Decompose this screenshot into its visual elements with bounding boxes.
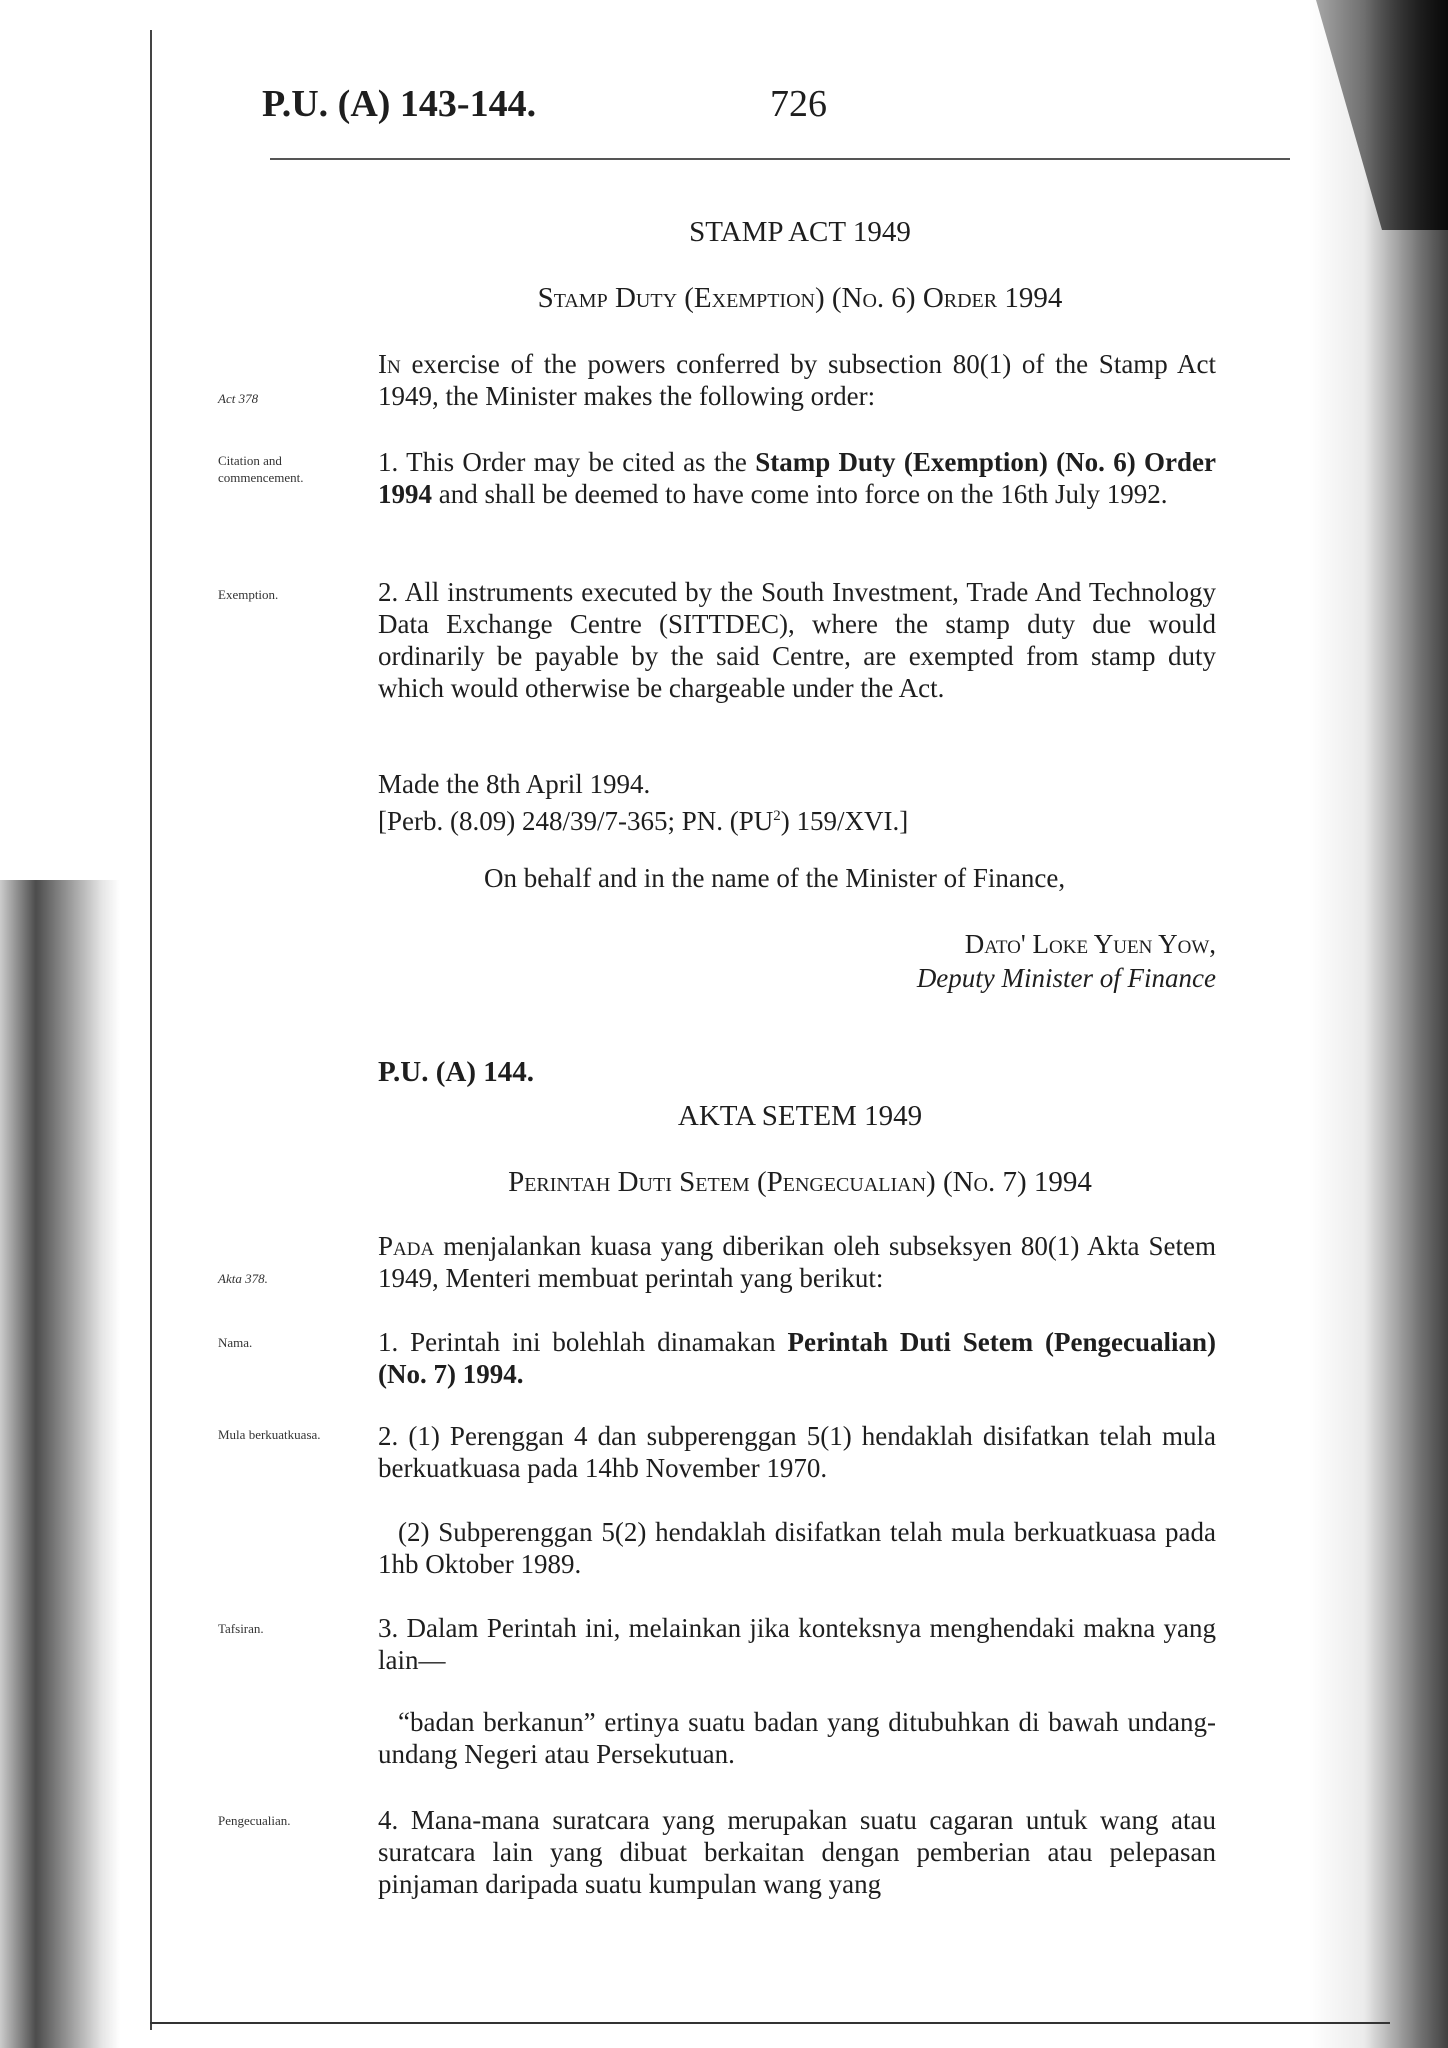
- page-number: 726: [770, 83, 827, 125]
- file-reference-lead: [Perb. (8.09) 248/39/7-365; PN. (PU: [378, 806, 774, 836]
- perenggan-1-title: Perintah Duti Setem (Pengecualian) (No. 7) 1994.: [378, 1327, 1217, 1389]
- act-title: STAMP ACT 1949: [689, 216, 911, 248]
- on-behalf-line: On behalf and in the name of the Minister of Finance,: [484, 863, 1066, 893]
- file-reference-sup: 2: [773, 808, 781, 824]
- perenggan-3: 3. Dalam Perintah ini, melainkan jika konteksnya menghendaki makna yang lain—: [378, 1613, 1216, 1675]
- perenggan-1-lead: 1. Perintah ini bolehlah dinamakan: [378, 1327, 776, 1357]
- mukadimah-text: menjalankan kuasa yang diberikan oleh subseksyen 80(1) Akta Setem 1949, Menteri membuat perintah yang berikut:: [378, 1231, 1216, 1293]
- perintah-title: Perintah Duti Setem (Pengecualian) (No. 7) 1994: [508, 1166, 1092, 1198]
- paragraph-1: [378, 446, 1216, 510]
- definition-badan-berkanun: “badan berkanun” ertinya suatu badan yang ditubuhkan di bawah undang-undang Negeri atau Persekutuan.: [378, 1707, 1216, 1769]
- margin-note-act: Act 378: [218, 391, 259, 406]
- file-reference-tail: ) 159/XVI.]: [780, 806, 909, 836]
- made-date: Made the 8th April 1994.: [378, 769, 651, 799]
- paragraph-1-title: Stamp Duty (Exemption) (No. 6) Order 1994: [378, 447, 1217, 509]
- paragraph-2: 2. All instruments executed by the South Investment, Trade And Technology Data Exchange Centre (SITTDEC), where the stamp duty due would ordinarily be payable by the said Centre, are exempted from stamp duty which would otherwise be chargeable under the Act.: [378, 577, 1216, 703]
- scan-edge-line: [150, 30, 152, 2030]
- perenggan-2-1: 2. (1) Perenggan 4 dan subperenggan 5(1) hendaklah disifatkan telah mula berkuatkuasa pada 14hb November 1970.: [378, 1421, 1216, 1483]
- gazette-code: P.U. (A) 143-144.: [262, 83, 537, 125]
- part2-code: P.U. (A) 144.: [378, 1056, 535, 1088]
- preamble-lead: In: [378, 349, 401, 379]
- margin-note-mula: Mula berkuatkuasa.: [218, 1427, 321, 1442]
- paragraph-1-rest: and shall be deemed to have come into force on the 16th July 1992.: [438, 479, 1168, 509]
- signatory-title: Deputy Minister of Finance: [916, 963, 1216, 993]
- margin-note-exemption: Exemption.: [218, 587, 279, 602]
- scan-shadow-right: [1308, 0, 1448, 2048]
- margin-note-citation: Citation and commencement.: [218, 453, 304, 485]
- preamble-text: exercise of the powers conferred by subsection 80(1) of the Stamp Act 1949, the Minister makes the following order:: [378, 349, 1217, 411]
- mukadimah: [378, 1230, 1216, 1294]
- paragraph-1-lead: 1. This Order may be cited as the: [378, 447, 747, 477]
- margin-note-nama: Nama.: [218, 1335, 253, 1350]
- preamble: [378, 348, 1216, 412]
- margin-note-tafsiran: Tafsiran.: [218, 1621, 264, 1636]
- margin-note-akta: Akta 378.: [218, 1271, 268, 1286]
- order-title: Stamp Duty (Exemption) (No. 6) Order 1994: [537, 282, 1063, 314]
- perenggan-4: 4. Mana-mana suratcara yang merupakan suatu cagaran untuk wang atau suratcara lain yang dibuat berkaitan dengan pemberian atau pelepasan pinjaman daripada suatu kumpulan wang yang: [378, 1805, 1216, 1899]
- scan-shadow-left: [0, 880, 120, 2048]
- akta-title: AKTA SETEM 1949: [677, 1100, 923, 1132]
- file-reference: [378, 800, 908, 837]
- mukadimah-lead: Pada: [378, 1231, 435, 1261]
- margin-note-pengecualian: Pengecualian.: [218, 1813, 291, 1828]
- perenggan-1: [378, 1326, 1216, 1390]
- header-rule: [270, 158, 1290, 160]
- signatory-name: Dato' Loke Yuen Yow,: [964, 929, 1216, 959]
- bottom-rule: [150, 2022, 1390, 2024]
- perenggan-2-2: (2) Subperenggan 5(2) hendaklah disifatkan telah mula berkuatkuasa pada 1hb Oktober 1989.: [378, 1517, 1216, 1579]
